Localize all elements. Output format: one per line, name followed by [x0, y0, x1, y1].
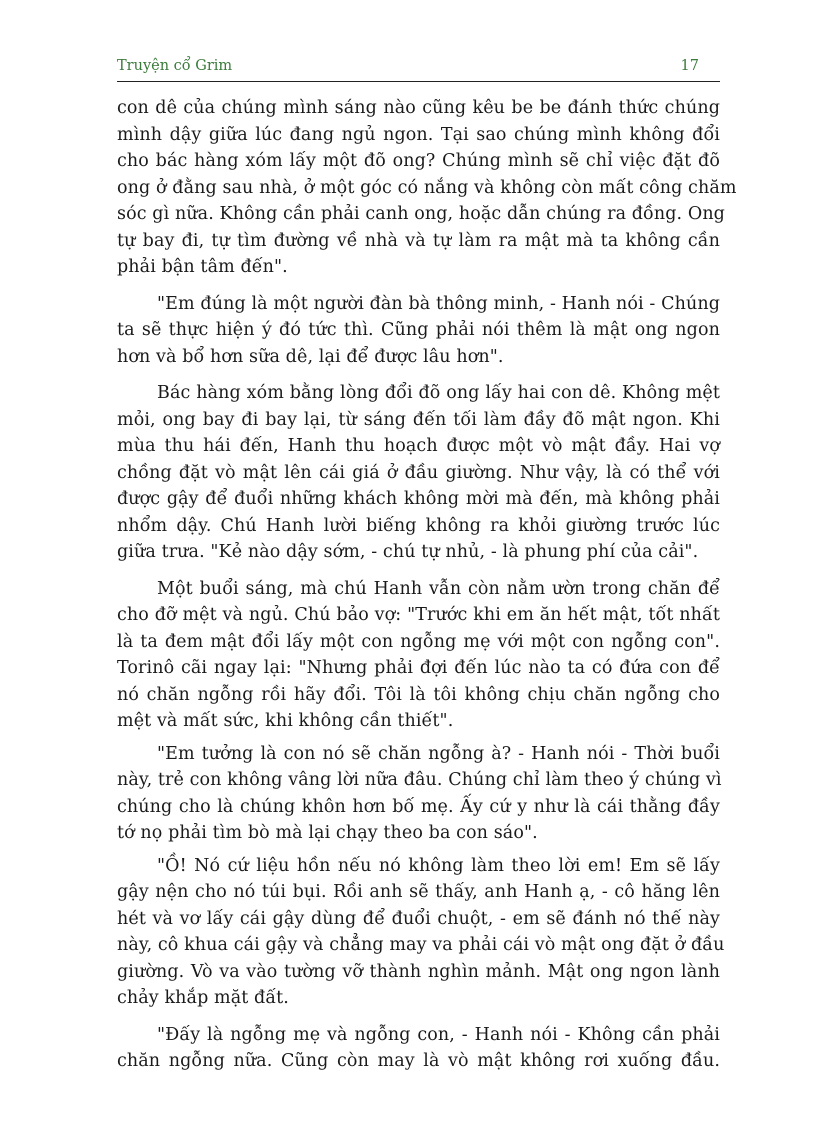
- text-line: sóc gì nữa. Không cần phải canh ong, hoặc dẫn chúng ra đồng. Ong: [117, 204, 725, 224]
- text-line: chồng đặt vò mật lên cái giá ở đầu giường. Như vậy, là có thể với: [117, 462, 720, 483]
- header-divider: [117, 81, 720, 82]
- text-line: được gậy để đuổi những khách không mời mà đến, mà không phải: [117, 489, 720, 509]
- text-line: này, trẻ con không vâng lời nữa đâu. Chúng chỉ làm theo ý chúng vì: [117, 770, 722, 790]
- text-line: này, cô khua cái gậy và chẳng may va phải cái vò mật ong đặt ở đầu: [117, 935, 725, 955]
- text-line: nó chăn ngỗng rồi hãy đổi. Tôi là tôi không chịu chăn ngỗng cho: [117, 684, 720, 705]
- paragraph: [117, 576, 720, 735]
- text-line: gậy nện cho nó túi bụi. Rồi anh sẽ thấy, anh Hanh ạ, - cô hăng lên: [117, 882, 720, 902]
- text-line: giữa trưa. "Kẻ nào dậy sớm, - chú tự nhủ, - là phung phí của cải".: [117, 542, 699, 562]
- text-line: Bác hàng xóm bằng lòng đổi đõ ong lấy hai con dê. Không mệt: [157, 383, 720, 403]
- text-line: "Em đúng là một người đàn bà thông minh, - Hanh nói - Chúng: [157, 293, 720, 314]
- text-line: chăn ngỗng nữa. Cũng còn may là vò mật không rơi xuống đầu.: [117, 1051, 720, 1071]
- text-line: con dê của chúng mình sáng nào cũng kêu be be đánh thức chúng: [117, 98, 720, 118]
- text-line: nhổm dậy. Chú Hanh lười biếng không ra khỏi giường trước lúc: [117, 515, 720, 536]
- text-line: tớ nọ phải tìm bò mà lại chạy theo ba con sáo".: [117, 823, 538, 843]
- text-line: hơn và bổ hơn sữa dê, lại để được lâu hơn".: [117, 346, 504, 367]
- text-line: Một buổi sáng, mà chú Hanh vẫn còn nằm ườn trong chăn để: [157, 578, 720, 599]
- text-line: "Ồ! Nó cứ liệu hồn nếu nó không làm theo lời em! Em sẽ lấy: [157, 855, 720, 876]
- text-line: "Em tưởng là con nó sẽ chăn ngỗng à? - Hanh nói - Thời buổi: [157, 743, 720, 764]
- book-title: Truyện cổ Grim: [117, 58, 233, 74]
- page-number: 17: [680, 58, 699, 74]
- paragraph: [117, 291, 720, 371]
- text-line: Torinô cãi ngay lại: "Nhưng phải đợi đến lúc nào ta có đứa con để: [117, 658, 720, 678]
- text-line: mệt và mất sức, khi không cần thiết".: [117, 711, 454, 731]
- text-line: ong ở đằng sau nhà, ở một góc có nắng và không còn mất công chăm: [117, 177, 737, 198]
- text-line: là ta đem mật đổi lấy một con ngỗng mẹ với một con ngỗng con".: [117, 631, 720, 652]
- text-line: chúng cho là chúng khôn hơn bố mẹ. Ấy cứ y như là cái thằng đầy: [117, 796, 720, 817]
- text-line: cho bác hàng xóm lấy một đõ ong? Chúng mình sẽ chỉ việc đặt đõ: [117, 151, 720, 171]
- paragraph: [117, 95, 737, 281]
- text-line: phải bận tâm đến".: [117, 257, 288, 277]
- text-line: hét và vơ lấy cái gậy dùng để đuổi chuột, - em sẽ đánh nó thế này: [117, 908, 720, 929]
- paragraph: [117, 853, 725, 1012]
- text-line: tự bay đi, tự tìm đường về nhà và tự làm ra mật mà ta không cần: [117, 230, 720, 251]
- text-line: ta sẽ thực hiện ý đó tức thì. Cũng phải nói thêm là mật ong ngon: [117, 320, 720, 340]
- paragraph: [117, 1022, 720, 1075]
- body-text: [117, 95, 737, 1075]
- text-line: giường. Vò va vào tường vỡ thành nghìn mảnh. Mật ong ngon lành: [117, 961, 720, 982]
- paragraph: [117, 741, 720, 847]
- text-line: cho đỡ mệt và ngủ. Chú bảo vợ: "Trước khi em ăn hết mật, tốt nhất: [117, 605, 720, 625]
- text-line: mỏi, ong bay đi bay lại, từ sáng đến tối làm đầy đõ mật ngon. Khi: [117, 409, 720, 430]
- paragraph: [117, 380, 720, 566]
- text-line: mùa thu hái đến, Hanh thu hoạch được một vò mật đầy. Hai vợ: [117, 436, 720, 456]
- running-header: [117, 58, 709, 82]
- text-line: chảy khắp mặt đất.: [117, 988, 289, 1008]
- text-line: mình dậy giữa lúc đang ngủ ngon. Tại sao chúng mình không đổi: [117, 124, 720, 145]
- text-line: "Đấy là ngỗng mẹ và ngỗng con, - Hanh nói - Không cần phải: [157, 1024, 720, 1045]
